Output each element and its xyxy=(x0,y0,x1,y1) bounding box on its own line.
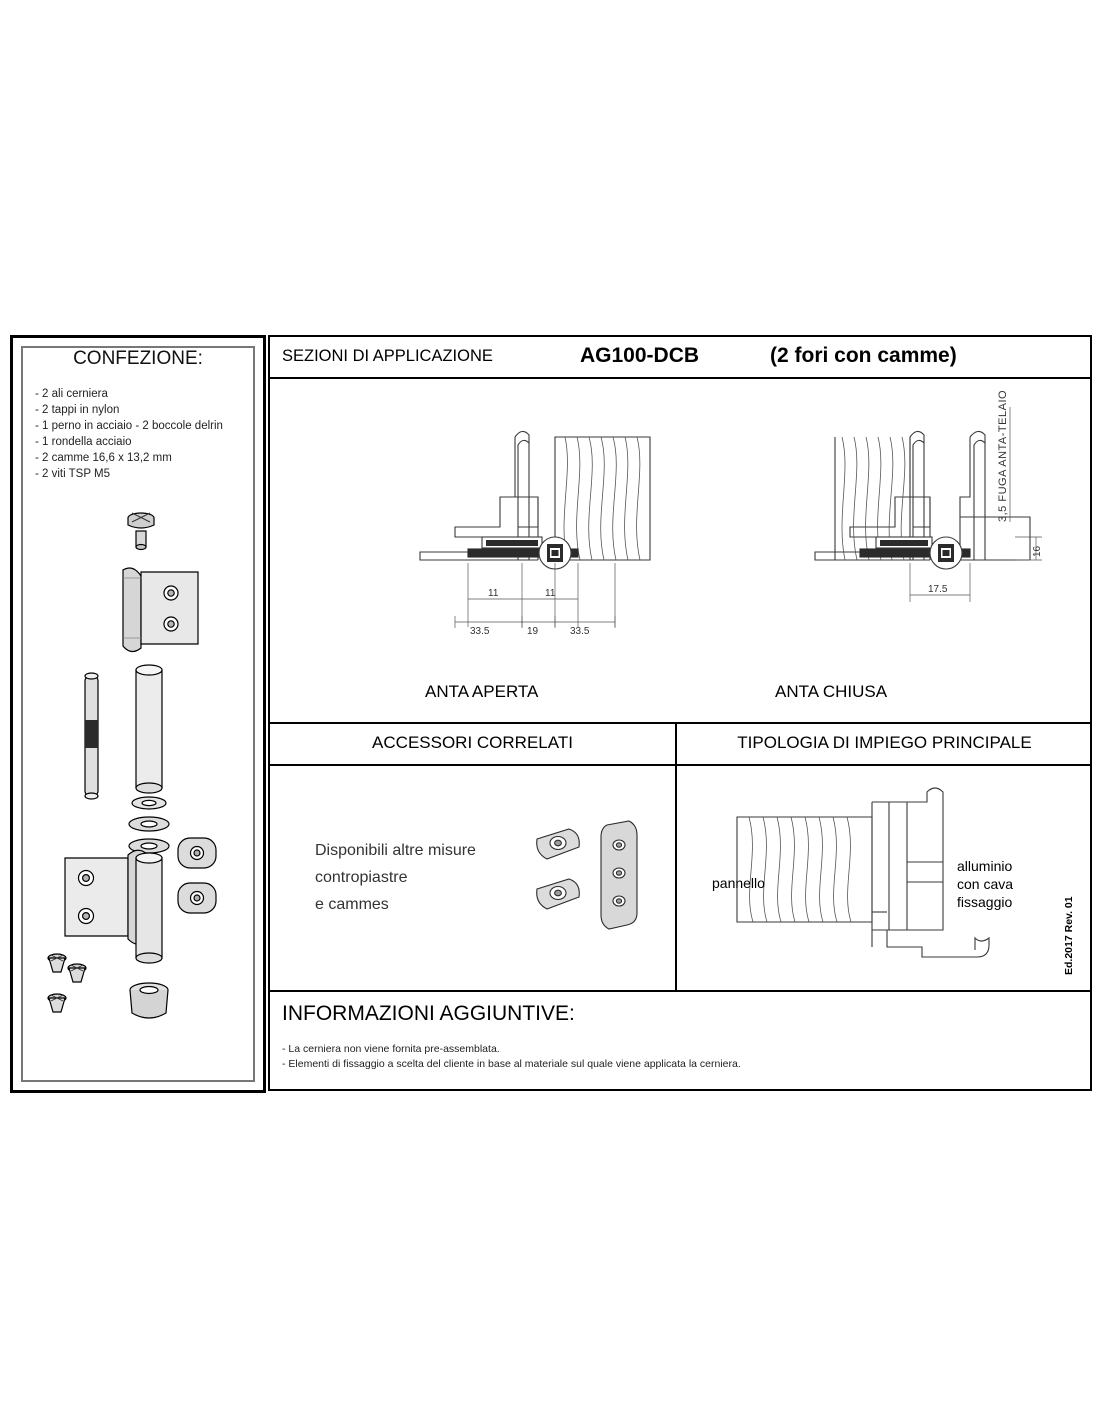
main-header xyxy=(270,337,1090,379)
package-panel xyxy=(10,335,266,1093)
label-alluminio-line: fissaggio xyxy=(957,894,1013,910)
dim-33-5-right: 33.5 xyxy=(570,626,590,637)
subsection-content-row xyxy=(270,762,1090,990)
product-variant: (2 fori con camme) xyxy=(770,344,957,367)
accessories-title-cell xyxy=(270,724,675,764)
dim-11-right: 11 xyxy=(545,588,556,599)
product-code: AG100-DCB xyxy=(580,344,700,367)
sections-label: SEZIONI DI APPLICAZIONE xyxy=(282,347,493,365)
dim-19: 19 xyxy=(527,626,539,637)
accessories-cell xyxy=(270,762,675,990)
info-title: INFORMAZIONI AGGIUNTIVE: xyxy=(282,1002,575,1025)
label-alluminio-line: con cava xyxy=(957,876,1014,892)
list-item: - 2 ali cerniera xyxy=(35,388,108,400)
caption-anta-chiusa: ANTA CHIUSA xyxy=(775,682,888,701)
usage-title-cell xyxy=(675,724,1092,764)
accessories-line: contropiastre xyxy=(315,869,408,886)
info-lines xyxy=(282,1042,741,1072)
list-item: - 2 viti TSP M5 xyxy=(35,468,110,480)
package-item-list xyxy=(35,386,235,482)
dim-16: 16 xyxy=(1032,545,1043,557)
fuga-note: 3,5 FUGA ANTA-TELAIO xyxy=(997,389,1009,522)
label-pannello: pannello xyxy=(712,875,765,891)
usage-cell xyxy=(675,762,1092,990)
label-alluminio-line: alluminio xyxy=(957,858,1013,874)
usage-title: TIPOLOGIA DI IMPIEGO PRINCIPALE xyxy=(737,733,1032,752)
info-line: - La cerniera non viene fornita pre-assemblata. xyxy=(282,1043,500,1055)
accessories-title: ACCESSORI CORRELATI xyxy=(372,733,573,752)
list-item: - 1 perno in acciaio - 2 boccole delrin xyxy=(35,420,223,432)
main-panel xyxy=(268,335,1092,1091)
caption-anta-aperta: ANTA APERTA xyxy=(425,682,539,701)
accessories-line: Disponibili altre misure xyxy=(315,842,476,859)
list-item: - 2 tappi in nylon xyxy=(35,404,120,416)
dim-11-left: 11 xyxy=(488,588,499,599)
revision-label: Ed.2017 Rev. 01 xyxy=(1063,896,1075,975)
list-item: - 2 camme 16,6 x 13,2 mm xyxy=(35,452,172,464)
accessories-line: e cammes xyxy=(315,896,389,913)
package-title: CONFEZIONE: xyxy=(73,348,203,369)
info-line: - Elementi di fissaggio a scelta del cliente in base al materiale sul quale viene applicata la cerniera. xyxy=(282,1058,741,1070)
list-item: - 1 rondella acciaio xyxy=(35,436,132,448)
exploded-hinge-drawing xyxy=(23,498,248,1058)
subsection-title-band xyxy=(270,722,1090,766)
accessories-text xyxy=(315,837,476,918)
additional-info-block xyxy=(270,990,1090,1089)
section-drawings xyxy=(270,377,1090,722)
accessories-drawing xyxy=(525,817,670,962)
dim-17-5: 17.5 xyxy=(928,584,948,595)
label-alluminio xyxy=(957,857,1013,911)
dim-33-5-left: 33.5 xyxy=(470,626,490,637)
